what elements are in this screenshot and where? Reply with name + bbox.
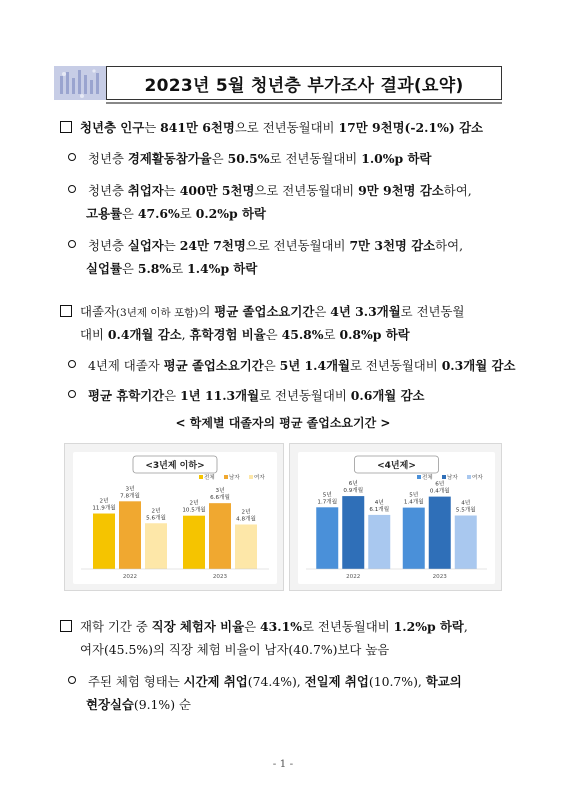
category-label: 2023 [212, 574, 228, 580]
chart-bar [403, 508, 425, 569]
page-title: 2023년 5월 청년층 부가조사 결과(요약) [144, 75, 464, 96]
bar-label-months: 1.7개월 [317, 499, 338, 506]
chart-bar [455, 516, 477, 570]
legend-label: 여자 [472, 475, 483, 481]
chart-bar [119, 501, 141, 569]
s1-headline: 청년층 인구는 841만 6천명으로 전년동월대비 17만 9천명(-2.1%) 감소 [60, 119, 483, 137]
bar-label-months: 1.4개월 [403, 499, 424, 506]
circle-bullet-icon [68, 185, 76, 193]
bar-label-years: 4년 [374, 499, 384, 506]
chart-bar [145, 523, 167, 569]
bar-label-months: 4.8개월 [236, 516, 256, 523]
category-label: 2022 [346, 574, 361, 580]
chart-bar [368, 515, 390, 569]
chart-bar [209, 503, 231, 569]
category-label: 2023 [432, 574, 447, 580]
chart-title: <3년제 이하> [145, 461, 205, 471]
bar-label-years: 2년 [189, 500, 199, 507]
legend-swatch [224, 475, 228, 479]
s3-headline: 재학 기간 중 직장 체험자 비율은 43.1%로 전년동월대비 1.2%p 하락, [60, 618, 468, 636]
bar-label-years: 5년 [409, 492, 419, 499]
chart-bar [429, 497, 451, 569]
legend-label: 전체 [204, 475, 215, 481]
s3-types-cont: 현장실습(9.1%) 순 [86, 697, 191, 712]
chart-panel-3year [64, 443, 284, 591]
bar-label-years: 2년 [151, 508, 161, 515]
title-underline [106, 102, 502, 104]
s1-employment-rate: 고용률은 47.6%로 0.2%p 하락 [86, 206, 266, 221]
circle-bullet-icon [68, 153, 76, 161]
s2-four-year: 4년제 대졸자 평균 졸업소요기간은 5년 1.4개월로 전년동월대비 0.3개월 감소 [68, 357, 515, 375]
title-decoration [54, 66, 106, 100]
s3-gender: 여자(45.5%)의 직장 체험 비율이 남자(40.7%)보다 높음 [80, 642, 390, 657]
bar-label-months: 6.6개월 [210, 495, 230, 502]
bar-label-years: 3년 [125, 486, 135, 493]
chart-bar [316, 507, 338, 569]
legend-swatch [249, 475, 253, 479]
bar-label-years: 5년 [322, 492, 332, 499]
bar-label-months: 7.8개월 [120, 493, 140, 500]
chart-bar [342, 496, 364, 569]
s2-headline: 대졸자(3년제 이하 포함)의 평균 졸업소요기간은 4년 3.3개월로 전년동월 [60, 303, 464, 322]
legend-label: 전체 [422, 475, 433, 481]
bar-label-years: 4년 [461, 500, 471, 507]
s1-participation: 청년층 경제활동참가율은 50.5%로 전년동월대비 1.0%p 하락 [68, 150, 431, 168]
square-bullet-icon [60, 305, 72, 317]
legend-label: 남자 [229, 475, 240, 481]
s1-unemployed: 청년층 실업자는 24만 7천명으로 전년동월대비 7만 3천명 감소하여, [68, 237, 463, 255]
bar-label-months: 0.4개월 [429, 488, 450, 495]
title-box [106, 66, 502, 100]
bar-label-months: 0.9개월 [343, 488, 364, 495]
chart-bar [235, 524, 257, 569]
bar-label-months: 5.6개월 [146, 515, 166, 522]
page-number: - 1 - [272, 758, 294, 770]
circle-bullet-icon [68, 390, 76, 398]
circle-bullet-icon [68, 360, 76, 368]
bar-label-years: 6년 [435, 481, 445, 488]
bar-label-years: 2년 [241, 509, 251, 516]
s2-leave: 평균 휴학기간은 1년 11.3개월로 전년동월대비 0.6개월 감소 [68, 387, 425, 405]
legend-label: 남자 [447, 475, 458, 481]
square-bullet-icon [60, 620, 72, 632]
bar-label-months: 11.9개월 [92, 505, 116, 512]
bar-label-years: 3년 [215, 488, 225, 495]
chart-title: <4년제> [377, 461, 416, 471]
s3-types: 주된 체험 형태는 시간제 취업(74.4%), 전일제 취업(10.7%), 학교의 [68, 673, 462, 691]
legend-swatch [417, 475, 421, 479]
legend-label: 여자 [254, 475, 265, 481]
legend-swatch [442, 475, 446, 479]
bar-label-months: 10.5개월 [182, 507, 206, 514]
chart-bar [93, 514, 115, 569]
square-bullet-icon [60, 121, 72, 133]
chart-panel-4year [289, 443, 502, 591]
s2-headline-cont: 대비 0.4개월 감소, 휴학경험 비율은 45.8%로 0.8%p 하락 [80, 327, 410, 342]
title-banner [54, 66, 502, 100]
chart-4year [290, 444, 503, 592]
bar-label-months: 6.1개월 [369, 506, 390, 513]
s1-unemployment-rate: 실업률은 5.8%로 1.4%p 하락 [86, 261, 258, 276]
chart-heading: < 학제별 대졸자의 평균 졸업소요기간 > [175, 416, 391, 430]
category-label: 2022 [122, 574, 138, 580]
circle-bullet-icon [68, 240, 76, 248]
s1-employed: 청년층 취업자는 400만 5천명으로 전년동월대비 9만 9천명 감소하여, [68, 182, 472, 200]
bar-label-years: 2년 [99, 498, 109, 505]
bar-label-years: 6년 [348, 481, 358, 488]
legend-swatch [199, 475, 203, 479]
bar-label-months: 5.5개월 [455, 507, 476, 514]
circle-bullet-icon [68, 676, 76, 684]
chart-3year [65, 444, 285, 592]
legend-swatch [467, 475, 471, 479]
chart-bar [183, 516, 205, 569]
